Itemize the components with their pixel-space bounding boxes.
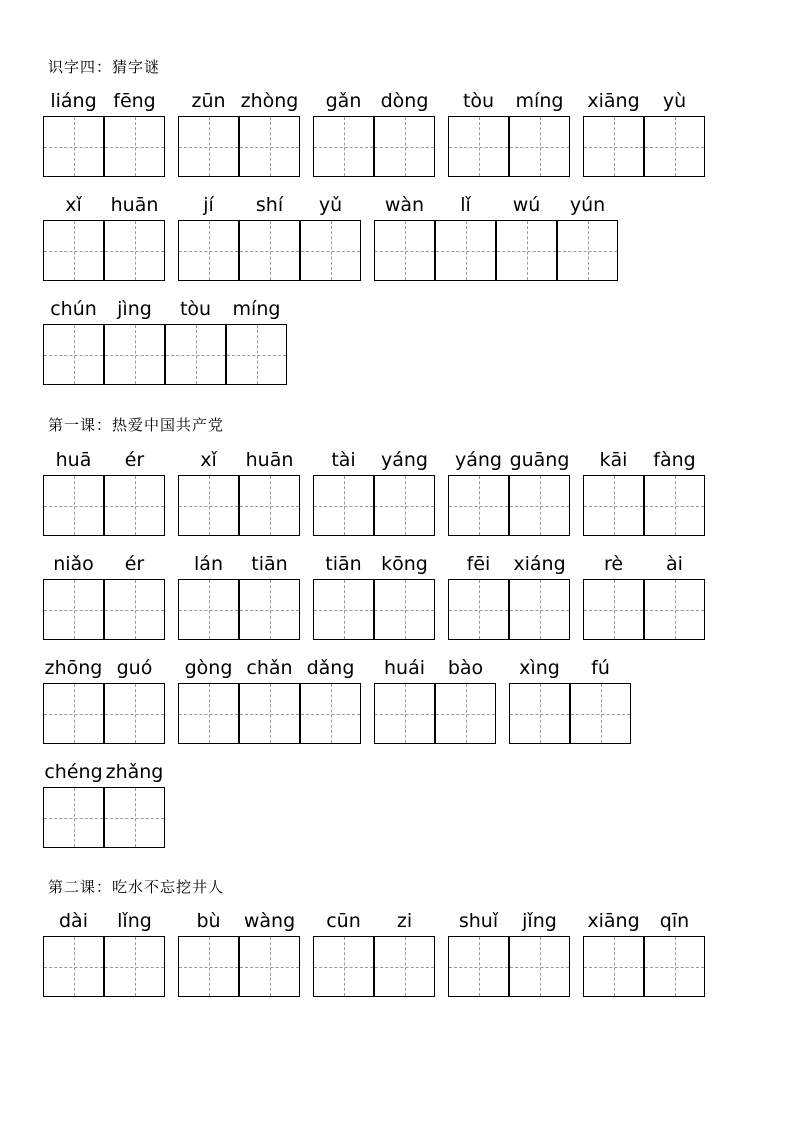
tianzige-writing-box[interactable] [435,220,496,281]
vocab-word [448,90,570,186]
grid-guide-horizontal [314,610,373,611]
tianzige-writing-box[interactable] [104,936,165,997]
pinyin-label: fēi [466,553,491,575]
tianzige-writing-box[interactable] [509,475,570,536]
tianzige-writing-box[interactable] [43,475,104,536]
pinyin-label: fú [591,657,610,679]
tianzige-writing-box[interactable] [178,116,239,177]
word-row [0,553,793,649]
grid-guide-horizontal [314,147,373,148]
grid-guide-horizontal [179,610,238,611]
pinyin-label: xǐ [200,449,217,471]
word-row [0,298,793,394]
tianzige-writing-box[interactable] [104,220,165,281]
word-row [0,90,793,186]
tianzige-writing-box[interactable] [239,683,300,744]
pinyin-label: kāi [599,449,628,471]
tianzige-writing-box[interactable] [644,936,705,997]
grid-guide-horizontal [240,251,299,252]
grid-guide-horizontal [449,147,508,148]
pinyin-label: bù [196,910,221,932]
pinyin-label: huān [245,449,294,471]
pinyin-label: yáng [455,449,502,471]
pinyin-label: zhōng [44,657,103,679]
section-title: 识字四：猜字谜 [48,58,161,76]
grid-guide-horizontal [240,147,299,148]
grid-guide-horizontal [105,967,164,968]
tianzige-writing-box[interactable] [313,116,374,177]
tianzige-writing-box[interactable] [239,579,300,640]
tianzige-writing-box[interactable] [496,220,557,281]
pinyin-label: xìng [519,657,560,679]
grid-guide-horizontal [44,251,103,252]
vocab-word [583,910,705,1006]
grid-guide-horizontal [44,967,103,968]
grid-guide-horizontal [179,147,238,148]
pinyin-label: wàn [384,194,425,216]
tianzige-writing-box[interactable] [43,579,104,640]
tianzige-writing-box[interactable] [43,324,104,385]
vocab-word [43,90,165,186]
grid-guide-horizontal [510,147,569,148]
tianzige-writing-box[interactable] [374,475,435,536]
grid-guide-horizontal [44,355,103,356]
vocab-word [43,910,165,1006]
grid-guide-horizontal [584,610,643,611]
vocab-word [448,553,570,649]
tianzige-writing-box[interactable] [509,683,570,744]
grid-guide-horizontal [105,355,164,356]
grid-guide-horizontal [510,610,569,611]
tianzige-writing-box[interactable] [165,324,226,385]
tianzige-writing-box[interactable] [509,936,570,997]
vocab-word [583,449,705,545]
grid-guide-horizontal [375,251,434,252]
vocab-word [43,449,165,545]
grid-guide-horizontal [240,714,299,715]
pinyin-label: chéng [44,761,103,783]
pinyin-label: fēng [113,90,156,112]
tianzige-writing-box[interactable] [104,683,165,744]
pinyin-label: yáng [381,449,428,471]
tianzige-writing-box[interactable] [300,683,361,744]
grid-guide-horizontal [375,610,434,611]
vocab-word [583,90,705,186]
grid-guide-horizontal [166,355,225,356]
vocab-word [313,90,435,186]
vocab-word [374,194,618,290]
pinyin-label: niǎo [53,553,94,575]
grid-guide-horizontal [44,610,103,611]
tianzige-writing-box[interactable] [313,936,374,997]
tianzige-writing-box[interactable] [43,220,104,281]
tianzige-writing-box[interactable] [583,579,644,640]
tianzige-writing-box[interactable] [557,220,618,281]
tianzige-writing-box[interactable] [313,579,374,640]
tianzige-writing-box[interactable] [104,787,165,848]
grid-guide-horizontal [449,610,508,611]
vocab-word [178,910,300,1006]
word-row [0,657,793,753]
pinyin-label: zūn [191,90,226,112]
grid-guide-horizontal [105,610,164,611]
vocab-word [43,553,165,649]
grid-guide-horizontal [497,251,556,252]
pinyin-label: ér [124,553,145,575]
pinyin-label: xiāng [587,90,640,112]
vocab-word [448,910,570,1006]
vocab-word [43,657,165,753]
vocab-word [178,90,300,186]
pinyin-label: zi [396,910,413,932]
pinyin-label: huān [110,194,159,216]
pinyin-label: qīn [659,910,690,932]
grid-guide-horizontal [105,251,164,252]
pinyin-label: fàng [653,449,696,471]
vocab-word [313,449,435,545]
grid-guide-horizontal [44,147,103,148]
tianzige-writing-box[interactable] [178,475,239,536]
pinyin-label: jí [203,194,214,216]
pinyin-label: wú [512,194,541,216]
tianzige-writing-box[interactable] [43,787,104,848]
pinyin-label: jǐng [522,910,557,932]
tianzige-writing-box[interactable] [448,475,509,536]
grid-guide-horizontal [584,506,643,507]
tianzige-writing-box[interactable] [43,936,104,997]
pinyin-label: xiáng [513,553,566,575]
grid-guide-horizontal [449,967,508,968]
word-row [0,761,793,857]
pinyin-label: wàng [243,910,296,932]
grid-guide-horizontal [584,967,643,968]
tianzige-writing-box[interactable] [644,579,705,640]
tianzige-writing-box[interactable] [104,324,165,385]
pinyin-label: tài [331,449,356,471]
tianzige-writing-box[interactable] [509,579,570,640]
section-title: 第一课：热爱中国共产党 [48,416,225,434]
tianzige-writing-box[interactable] [374,116,435,177]
grid-guide-horizontal [375,147,434,148]
grid-guide-horizontal [645,147,704,148]
vocab-word [374,657,496,753]
tianzige-writing-box[interactable] [374,936,435,997]
vocab-word [43,298,287,394]
grid-guide-horizontal [645,610,704,611]
vocab-word [178,194,361,290]
vocab-word [178,449,300,545]
grid-guide-horizontal [44,818,103,819]
tianzige-writing-box[interactable] [374,683,435,744]
vocab-word [583,553,705,649]
tianzige-writing-box[interactable] [583,936,644,997]
pinyin-label: tiān [251,553,288,575]
grid-guide-horizontal [375,506,434,507]
grid-guide-horizontal [510,714,569,715]
grid-guide-horizontal [240,610,299,611]
pinyin-label: dài [59,910,88,932]
pinyin-label: lǐng [117,910,152,932]
grid-guide-horizontal [105,147,164,148]
pinyin-label: dǎng [306,657,355,679]
grid-guide-horizontal [179,714,238,715]
tianzige-writing-box[interactable] [178,936,239,997]
pinyin-label: huái [383,657,425,679]
tianzige-writing-box[interactable] [178,683,239,744]
pinyin-label: chún [50,298,97,320]
tianzige-writing-box[interactable] [43,116,104,177]
pinyin-label: kōng [381,553,428,575]
pinyin-label: chǎn [246,657,293,679]
pinyin-label: jìng [117,298,152,320]
grid-guide-horizontal [645,506,704,507]
vocab-word [448,449,570,545]
pinyin-label: gǎn [325,90,362,112]
grid-guide-horizontal [301,714,360,715]
pinyin-label: huā [55,449,92,471]
tianzige-writing-box[interactable] [104,116,165,177]
grid-guide-horizontal [510,967,569,968]
tianzige-writing-box[interactable] [644,475,705,536]
pinyin-label: yún [569,194,606,216]
grid-guide-horizontal [44,506,103,507]
grid-guide-horizontal [645,967,704,968]
grid-guide-horizontal [44,714,103,715]
tianzige-writing-box[interactable] [104,475,165,536]
grid-guide-horizontal [179,506,238,507]
tianzige-writing-box[interactable] [374,220,435,281]
grid-guide-horizontal [105,506,164,507]
section-title: 第二课：吃水不忘挖井人 [48,878,225,896]
grid-guide-horizontal [584,147,643,148]
tianzige-writing-box[interactable] [448,116,509,177]
grid-guide-horizontal [571,714,630,715]
pinyin-label: yù [662,90,687,112]
pinyin-label: tòu [462,90,495,112]
grid-guide-horizontal [179,967,238,968]
tianzige-writing-box[interactable] [226,324,287,385]
pinyin-label: cūn [326,910,361,932]
pinyin-label: zhòng [240,90,299,112]
pinyin-label: tiān [325,553,362,575]
tianzige-writing-box[interactable] [239,220,300,281]
pinyin-label: shuǐ [458,910,499,932]
pinyin-label: lán [194,553,223,575]
pinyin-label: ér [124,449,145,471]
tianzige-writing-box[interactable] [644,116,705,177]
tianzige-writing-box[interactable] [178,579,239,640]
grid-guide-horizontal [227,355,286,356]
pinyin-label: rè [603,553,624,575]
pinyin-label: dòng [380,90,429,112]
tianzige-writing-box[interactable] [239,475,300,536]
grid-guide-horizontal [510,506,569,507]
grid-guide-horizontal [436,714,495,715]
pinyin-label: xiāng [587,910,640,932]
tianzige-writing-box[interactable] [239,116,300,177]
pinyin-label: guāng [509,449,570,471]
vocab-word [509,657,631,753]
tianzige-writing-box[interactable] [448,936,509,997]
pinyin-label: xǐ [65,194,82,216]
pinyin-label: yǔ [318,194,343,216]
tianzige-writing-box[interactable] [583,475,644,536]
tianzige-writing-box[interactable] [435,683,496,744]
pinyin-label: míng [232,298,281,320]
tianzige-writing-box[interactable] [570,683,631,744]
pinyin-label: bào [447,657,484,679]
tianzige-writing-box[interactable] [178,220,239,281]
grid-guide-horizontal [558,251,617,252]
tianzige-writing-box[interactable] [104,579,165,640]
grid-guide-horizontal [105,714,164,715]
vocab-word [178,553,300,649]
pinyin-label: ài [666,553,683,575]
grid-guide-horizontal [375,714,434,715]
pinyin-label: zhǎng [105,761,164,783]
tianzige-writing-box[interactable] [448,579,509,640]
pinyin-label: gòng [184,657,233,679]
vocab-word [313,553,435,649]
tianzige-writing-box[interactable] [43,683,104,744]
grid-guide-horizontal [240,967,299,968]
grid-guide-horizontal [436,251,495,252]
pinyin-label: lǐ [460,194,471,216]
word-row [0,194,793,290]
grid-guide-horizontal [314,506,373,507]
tianzige-writing-box[interactable] [239,936,300,997]
vocab-word [43,761,165,857]
pinyin-label: tòu [179,298,212,320]
vocab-word [178,657,361,753]
pinyin-label: guó [116,657,153,679]
grid-guide-horizontal [314,967,373,968]
grid-guide-horizontal [449,506,508,507]
grid-guide-horizontal [240,506,299,507]
grid-guide-horizontal [105,818,164,819]
pinyin-label: liáng [50,90,97,112]
word-row [0,449,793,545]
pinyin-label: míng [515,90,564,112]
tianzige-writing-box[interactable] [583,116,644,177]
tianzige-writing-box[interactable] [374,579,435,640]
vocab-word [43,194,165,290]
grid-guide-horizontal [179,251,238,252]
grid-guide-horizontal [375,967,434,968]
tianzige-writing-box[interactable] [509,116,570,177]
pinyin-label: shí [255,194,284,216]
grid-guide-horizontal [301,251,360,252]
tianzige-writing-box[interactable] [313,475,374,536]
word-row [0,910,793,1006]
tianzige-writing-box[interactable] [300,220,361,281]
vocab-word [313,910,435,1006]
